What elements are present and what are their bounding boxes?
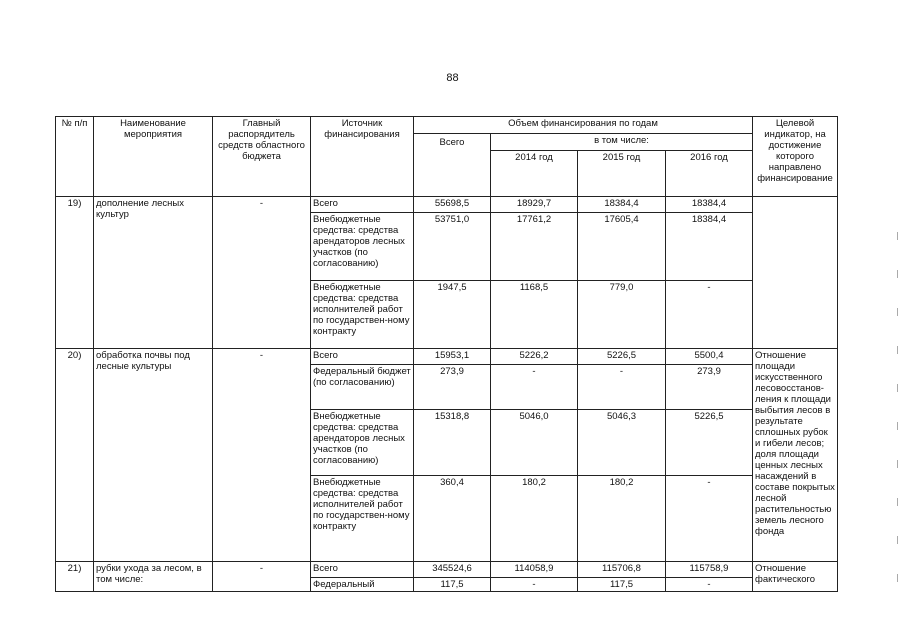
header-indicator: Целевой индикатор, на достижение которого направлено финансирование <box>753 117 838 197</box>
y2015-cell: - <box>578 365 666 410</box>
header-2014: 2014 год <box>491 151 578 197</box>
scan-edge-marks <box>897 232 899 612</box>
page-number: 88 <box>446 72 459 84</box>
total-cell: 360,4 <box>414 476 491 562</box>
y2014-cell: 5226,2 <box>491 349 578 365</box>
row-manager: - <box>213 197 311 349</box>
y2016-cell: 18384,4 <box>666 197 753 213</box>
source-cell: Всего <box>311 562 414 578</box>
header-name: Наименование мероприятия <box>94 117 213 197</box>
y2015-cell: 5046,3 <box>578 410 666 476</box>
y2014-cell: 1168,5 <box>491 281 578 349</box>
financing-table <box>55 116 838 592</box>
row-manager: - <box>213 562 311 592</box>
indicator-cell: Отношение площади искусственного лесовосстанов-ления к площади выбытия лесов в результате сплошных рубок и гибели лесов; доля площади ценных лесных насаждений в составе покрытых лесной растительностью земель лесного фонда <box>753 349 838 562</box>
row-name: дополнение лесных культур <box>94 197 213 349</box>
y2014-cell: 5046,0 <box>491 410 578 476</box>
total-cell: 345524,6 <box>414 562 491 578</box>
row-num: 19) <box>56 197 94 349</box>
row-name: рубки ухода за лесом, в том числе: <box>94 562 213 592</box>
total-cell: 15318,8 <box>414 410 491 476</box>
source-cell: Федеральный <box>311 578 414 592</box>
y2014-cell: 114058,9 <box>491 562 578 578</box>
indicator-cell <box>753 197 838 349</box>
header-volume: Объем финансирования по годам <box>414 117 753 134</box>
y2016-cell: - <box>666 578 753 592</box>
table-row <box>56 349 838 365</box>
source-cell: Внебюджетные средства: средства исполнителей работ по государствен-ному контракту <box>311 476 414 562</box>
source-cell: Всего <box>311 349 414 365</box>
header-num: № п/п <box>56 117 94 197</box>
row-num: 21) <box>56 562 94 592</box>
total-cell: 55698,5 <box>414 197 491 213</box>
total-cell: 53751,0 <box>414 213 491 281</box>
row-num: 20) <box>56 349 94 562</box>
y2015-cell: 115706,8 <box>578 562 666 578</box>
y2015-cell: 17605,4 <box>578 213 666 281</box>
header-source: Источник финансирования <box>311 117 414 197</box>
y2016-cell: 273,9 <box>666 365 753 410</box>
total-cell: 117,5 <box>414 578 491 592</box>
y2016-cell: - <box>666 281 753 349</box>
header-2015: 2015 год <box>578 151 666 197</box>
y2016-cell: 5226,5 <box>666 410 753 476</box>
source-cell: Внебюджетные средства: средства арендаторов лесных участков (по согласованию) <box>311 410 414 476</box>
y2016-cell: - <box>666 476 753 562</box>
y2014-cell: - <box>491 578 578 592</box>
y2015-cell: 18384,4 <box>578 197 666 213</box>
y2015-cell: 779,0 <box>578 281 666 349</box>
y2015-cell: 5226,5 <box>578 349 666 365</box>
header-2016: 2016 год <box>666 151 753 197</box>
row-name: обработка почвы под лесные культуры <box>94 349 213 562</box>
y2014-cell: - <box>491 365 578 410</box>
header-total: Всего <box>414 134 491 197</box>
y2015-cell: 180,2 <box>578 476 666 562</box>
y2014-cell: 18929,7 <box>491 197 578 213</box>
source-cell: Федеральный бюджет (по согласованию) <box>311 365 414 410</box>
y2014-cell: 180,2 <box>491 476 578 562</box>
y2016-cell: 18384,4 <box>666 213 753 281</box>
header-manager: Главный распорядитель средств областного бюджета <box>213 117 311 197</box>
total-cell: 273,9 <box>414 365 491 410</box>
source-cell: Внебюджетные средства: средства арендаторов лесных участков (по согласованию) <box>311 213 414 281</box>
indicator-cell: Отношение фактического <box>753 562 838 592</box>
total-cell: 15953,1 <box>414 349 491 365</box>
y2016-cell: 115758,9 <box>666 562 753 578</box>
y2015-cell: 117,5 <box>578 578 666 592</box>
y2016-cell: 5500,4 <box>666 349 753 365</box>
header-including: в том числе: <box>491 134 753 151</box>
table-row <box>56 197 838 213</box>
row-manager: - <box>213 349 311 562</box>
table-row <box>56 562 838 578</box>
source-cell: Всего <box>311 197 414 213</box>
total-cell: 1947,5 <box>414 281 491 349</box>
source-cell: Внебюджетные средства: средства исполнителей работ по государствен-ному контракту <box>311 281 414 349</box>
y2014-cell: 17761,2 <box>491 213 578 281</box>
